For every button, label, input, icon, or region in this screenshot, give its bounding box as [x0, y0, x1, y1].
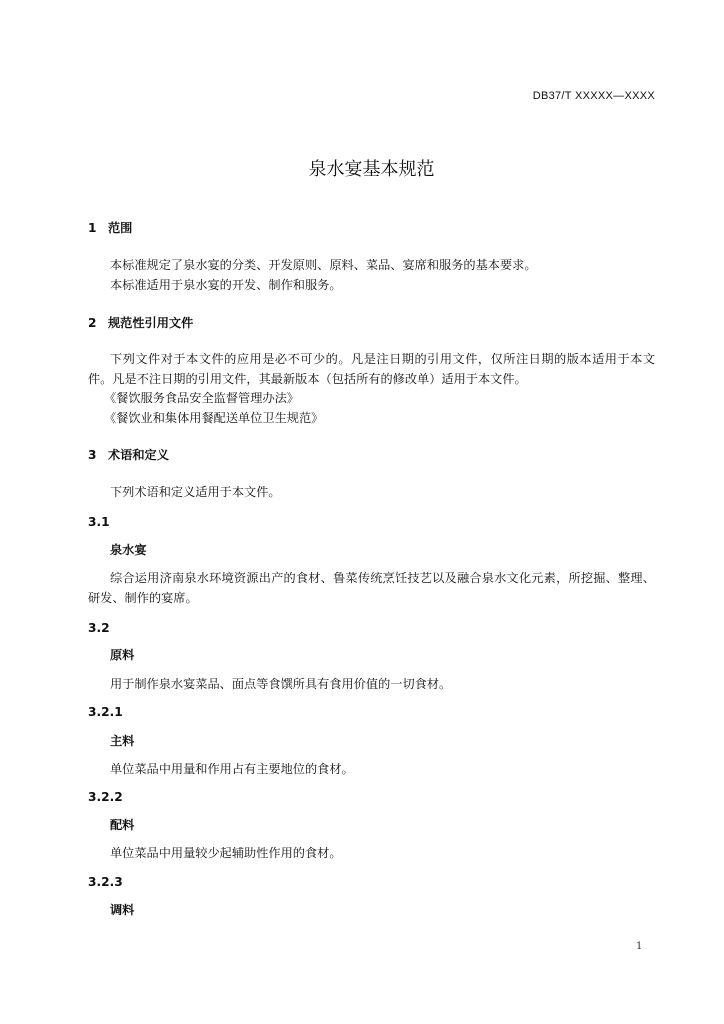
- section-2-number: 2: [88, 316, 97, 330]
- terms-intro: 下列术语和定义适用于本文件。: [110, 485, 281, 499]
- section-3-heading: 术语和定义: [108, 448, 169, 462]
- referenced-document: 《餐饮服务食品安全监督管理办法》: [104, 391, 299, 405]
- term-name: 主料: [110, 734, 135, 748]
- term-definition-line: 综合运用济南泉水环境资源出产的食材、鲁菜传统烹饪技艺以及融合泉水文化元素，所挖掘、整理、: [110, 571, 655, 585]
- term-number: 3.2: [88, 621, 110, 635]
- referenced-document: 《餐饮业和集体用餐配送单位卫生规范》: [104, 411, 324, 425]
- page-title: 泉水宴基本规范: [308, 159, 435, 180]
- term-number: 3.2.3: [88, 875, 123, 889]
- term-definition-line: 单位菜品中用量和作用占有主要地位的食材。: [110, 762, 354, 776]
- term-name: 原料: [110, 648, 135, 662]
- standard-code: DB37/T XXXXX—XXXX: [532, 90, 655, 102]
- normative-refs-line: 下列文件对于本文件的应用是必不可少的。凡是注日期的引用文件，仅所注日期的版本适用于本文: [110, 352, 655, 366]
- term-number: 3.2.2: [88, 790, 123, 804]
- term-name: 配料: [110, 818, 135, 832]
- term-definition-line: 用于制作泉水宴菜品、面点等食馔所具有食用价值的一切食材。: [110, 677, 452, 691]
- term-definition-line: 单位菜品中用量较少起辅助性作用的食材。: [110, 846, 342, 860]
- term-number: 3.2.1: [88, 705, 123, 719]
- scope-line: 本标准规定了泉水宴的分类、开发原则、原料、菜品、宴席和服务的基本要求。: [110, 258, 537, 272]
- page-number: 1: [636, 941, 643, 952]
- section-2-heading: 规范性引用文件: [108, 316, 194, 330]
- scope-line: 本标准适用于泉水宴的开发、制作和服务。: [110, 278, 342, 292]
- term-name: 调料: [110, 903, 135, 917]
- term-name: 泉水宴: [110, 543, 147, 557]
- section-1-number: 1: [88, 221, 97, 235]
- term-definition-line: 研发、制作的宴席。: [88, 591, 198, 605]
- section-1-heading: 范围: [108, 221, 133, 235]
- normative-refs-line: 件。凡是不注日期的引用文件，其最新版本（包括所有的修改单）适用于本文件。: [88, 372, 527, 386]
- term-number: 3.1: [88, 515, 110, 529]
- section-3-number: 3: [88, 448, 97, 462]
